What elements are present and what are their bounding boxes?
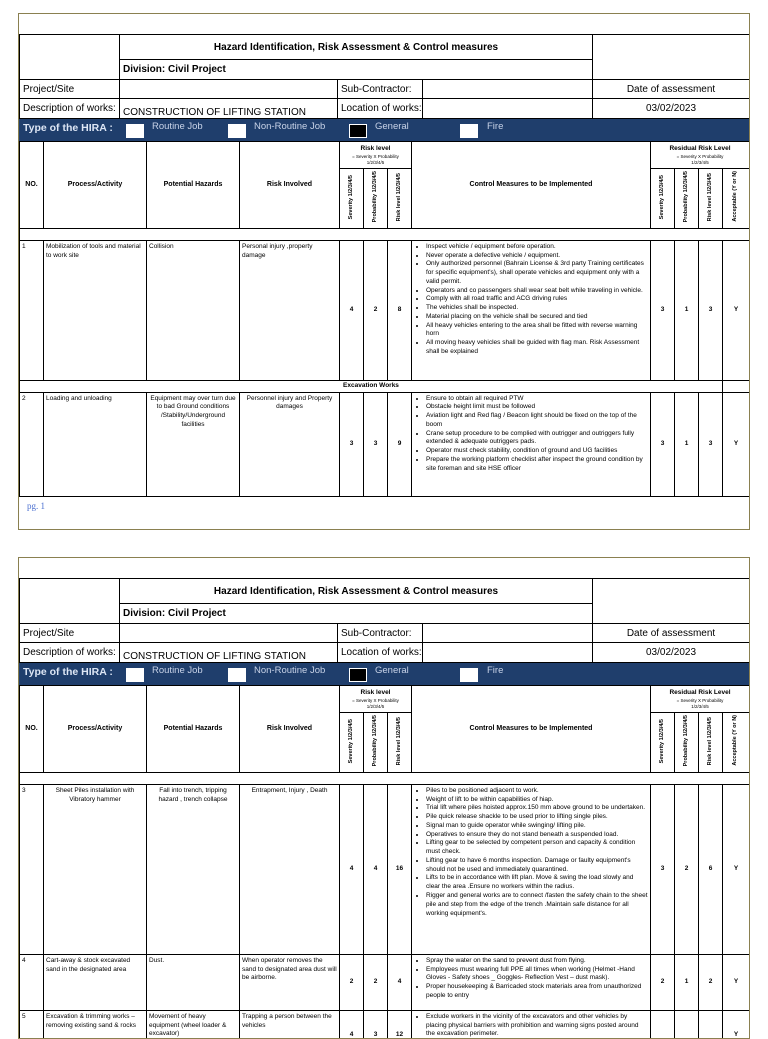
row-res-risk: 2 xyxy=(699,954,723,1010)
division-label: Division: Civil Project xyxy=(120,60,593,80)
control-measure-item: • Exclude workers in the vicinity of the excavators and other vehicles by placing physical barriers with prohibition and warning signs posted around the excavation perimeter. xyxy=(426,1013,648,1039)
col-probability: Probability 1/2/3/4/5 xyxy=(371,715,378,767)
col-residual: Residual Risk Level = Severity X Probability 1/2/3/4/5 xyxy=(651,142,750,169)
col-res-risk-level: Risk level 1/2/3/4/5 xyxy=(706,172,713,221)
row-controls xyxy=(412,1010,651,1039)
control-measure-item: • Proper housekeeping & Barricaded stock materials area from unauthorized people to entry xyxy=(426,983,648,1001)
col-severity: Severity 1/2/3/4/5 xyxy=(347,718,354,763)
row-risk: Personnel injury and Property damages xyxy=(240,392,340,496)
col-process: Process/Activity xyxy=(44,142,147,229)
row-severity: 4 xyxy=(340,1010,364,1039)
row-risk-level: 9 xyxy=(388,392,412,496)
row-no: 1 xyxy=(20,240,44,380)
row-res-probability: 1 xyxy=(675,240,699,380)
routine-job-label: Routine Job xyxy=(152,121,203,132)
col-acceptable: Acceptable (Y or N) xyxy=(732,171,739,222)
row-severity: 2 xyxy=(340,954,364,1010)
risk-table-page-1 xyxy=(19,141,750,497)
col-risk: Risk Involved xyxy=(240,142,340,229)
row-probability: 2 xyxy=(364,954,388,1010)
row-risk-level: 16 xyxy=(388,784,412,954)
row-res-probability xyxy=(675,1010,699,1039)
row-process: Cart-away & stock excavated sand in the designated area xyxy=(44,954,147,1010)
header-table xyxy=(19,578,750,663)
control-measure-item: • Comply with all road traffic and ACG driving rules xyxy=(426,295,648,304)
row-hazards: Movement of heavy equipment (wheel loader & excavator) xyxy=(147,1010,240,1039)
control-measure-item: • All heavy vehicles entering to the area shall be fitted with reverse warning horn xyxy=(426,322,648,340)
project-site-value[interactable] xyxy=(120,80,338,99)
col-res-severity: Severity 1/2/3/4/5 xyxy=(658,718,665,763)
description-label: Description of works: xyxy=(20,643,120,663)
row-hazards: Dust. xyxy=(147,954,240,1010)
row-no: 5 xyxy=(20,1010,44,1039)
hira-type-bar xyxy=(19,119,749,141)
control-measure-item: • Spray the water on the sand to prevent dust from flying. xyxy=(426,957,648,966)
control-measure-item: • Operator must check stability, condition of ground and UG facilities xyxy=(426,447,648,456)
col-hazards: Potential Hazards xyxy=(147,142,240,229)
control-measure-item: • Lifting gear to have 6 months inspection. Damage or faulty equipment's should not be used and immediately quarantined. xyxy=(426,857,648,875)
control-measure-item: • Lifting gear to be selected by competent person and capacity & condition must check. xyxy=(426,839,648,857)
col-control: Control Measures to be Implemented xyxy=(412,142,651,229)
col-res-risk-level: Risk level 1/2/3/4/5 xyxy=(706,716,713,765)
control-measure-item: • Signal man to guide operator while swinging/ lifting pile. xyxy=(426,822,648,831)
hira-type-bar xyxy=(19,663,749,685)
control-measure-item: • Only authorized personnel (Bahrain License & 3rd party Training certificates for specific equipment's), shall operate vehicles and equipment only with a valid permit. xyxy=(426,260,648,286)
row-controls xyxy=(412,954,651,1010)
control-measure-item: • Weight of lift to be within capabilities of hiap. xyxy=(426,796,648,805)
row-risk: Entrapment, Injury , Death xyxy=(240,784,340,954)
table-row xyxy=(20,392,750,496)
row-res-risk: 3 xyxy=(699,392,723,496)
control-measure-item: • Piles to be positioned adjacent to work. xyxy=(426,787,648,796)
row-probability: 3 xyxy=(364,392,388,496)
location-label: Location of works: xyxy=(338,99,423,119)
row-process: Excavation & trimming works – removing existing sand & rocks xyxy=(44,1010,147,1039)
hira-label: Type of the HIRA : xyxy=(23,666,113,678)
row-res-severity: 3 xyxy=(651,240,675,380)
row-res-risk: 3 xyxy=(699,240,723,380)
sub-contractor-label: Sub-Contractor: xyxy=(338,80,423,99)
description-value[interactable]: CONSTRUCTION OF LIFTING STATION xyxy=(120,643,338,663)
table-row xyxy=(20,240,750,380)
col-process: Process/Activity xyxy=(44,686,147,773)
row-risk: Trapping a person between the vehicles xyxy=(240,1010,340,1039)
routine-job-label: Routine Job xyxy=(152,665,203,676)
col-res-severity: Severity 1/2/3/4/5 xyxy=(658,174,665,219)
row-no: 2 xyxy=(20,392,44,496)
col-no: NO. xyxy=(20,686,44,773)
general-label: General xyxy=(375,665,409,676)
row-acceptable: Y xyxy=(723,784,750,954)
row-controls xyxy=(412,392,651,496)
control-measure-item: • Lifts to be in accordance with lift plan. Move & swing the load slowly and clear the area .Ensure no workers within the radius. xyxy=(426,874,648,892)
table-row xyxy=(20,954,750,1010)
row-controls xyxy=(412,784,651,954)
control-measure-item: • Never operate a defective vehicle / equipment. xyxy=(426,252,648,261)
col-risk: Risk Involved xyxy=(240,686,340,773)
control-measure-item: • Prepare the working platform checklist after inspect the ground condition by site foreman and site HSE officer xyxy=(426,456,648,474)
location-value[interactable] xyxy=(423,643,593,663)
control-measure-item: • Aviation light and Red flag / Beacon light should be fixed on the top of the boom xyxy=(426,412,648,430)
col-risk-level-value: Risk level 1/2/3/4/5 xyxy=(395,172,402,221)
row-hazards: Collision xyxy=(147,240,240,380)
col-residual: Residual Risk Level = Severity X Probability 1/2/3/4/5 xyxy=(651,686,750,713)
header-table xyxy=(19,34,750,119)
row-process: Sheet Piles installation with Vibratory hammer xyxy=(44,784,147,954)
row-res-severity: 3 xyxy=(651,784,675,954)
row-risk-level: 12 xyxy=(388,1010,412,1039)
row-no: 3 xyxy=(20,784,44,954)
routine-job-checkbox[interactable] xyxy=(126,124,144,138)
date-value[interactable]: 03/02/2023 xyxy=(593,99,750,119)
row-res-severity: 2 xyxy=(651,954,675,1010)
row-severity: 4 xyxy=(340,784,364,954)
fire-label: Fire xyxy=(487,121,504,132)
row-res-severity xyxy=(651,1010,675,1039)
col-res-probability: Probability 1/2/3/4/5 xyxy=(682,715,689,767)
row-res-severity: 3 xyxy=(651,392,675,496)
sub-contractor-label: Sub-Contractor: xyxy=(338,624,423,643)
non-routine-job-label: Non-Routine Job xyxy=(254,121,326,132)
hira-label: Type of the HIRA : xyxy=(23,122,113,134)
sub-contractor-value[interactable] xyxy=(423,624,593,643)
row-risk: When operator removes the sand to designated area dust will be airborne. xyxy=(240,954,340,1010)
date-value[interactable]: 03/02/2023 xyxy=(593,643,750,663)
row-risk-level: 8 xyxy=(388,240,412,380)
control-measure-item: • Rigger and general works are to connect /fasten the safety chain to the sheet pile and step from the edge of the trench .Maintain safe distance for all working equipment's. xyxy=(426,892,648,918)
control-measure-item: • Pile quick release shackle to be used prior to lifting single piles. xyxy=(426,813,648,822)
row-acceptable: Y xyxy=(723,392,750,496)
col-risk-level: Risk level = Severity X Probability 1/2/3/4/5 xyxy=(340,686,412,713)
risk-table-page-2 xyxy=(19,685,750,1039)
control-measure-item: • Obstacle height limit must be followed xyxy=(426,403,648,412)
document-title: Hazard Identification, Risk Assessment & Control measures xyxy=(120,579,593,604)
date-label: Date of assessment xyxy=(593,80,750,99)
row-res-probability: 2 xyxy=(675,784,699,954)
row-acceptable: Y xyxy=(723,240,750,380)
row-process: Loading and unloading xyxy=(44,392,147,496)
location-value[interactable] xyxy=(423,99,593,119)
table-row xyxy=(20,784,750,954)
row-res-risk xyxy=(699,1010,723,1039)
row-severity: 3 xyxy=(340,392,364,496)
page-2 xyxy=(18,557,750,1039)
row-controls xyxy=(412,240,651,380)
col-control: Control Measures to be Implemented xyxy=(412,686,651,773)
page-number: pg. 1 xyxy=(27,501,45,511)
row-acceptable: Y xyxy=(723,1010,750,1039)
row-acceptable: Y xyxy=(723,954,750,1010)
description-value[interactable]: CONSTRUCTION OF LIFTING STATION xyxy=(120,99,338,119)
control-measure-item: • Inspect vehicle / equipment before operation. xyxy=(426,243,648,252)
non-routine-job-checkbox[interactable] xyxy=(228,124,246,138)
date-label: Date of assessment xyxy=(593,624,750,643)
row-probability: 4 xyxy=(364,784,388,954)
general-checkbox[interactable] xyxy=(349,668,367,682)
col-no: NO. xyxy=(20,142,44,229)
row-res-probability: 1 xyxy=(675,392,699,496)
project-site-value[interactable] xyxy=(120,624,338,643)
non-routine-job-checkbox[interactable] xyxy=(228,668,246,682)
control-measure-item: • Operators and co passengers shall wear seat belt while traveling in vehicle. xyxy=(426,287,648,296)
control-measure-item: • Ensure to obtain all required PTW xyxy=(426,395,648,404)
page-1 xyxy=(18,13,750,530)
row-probability: 2 xyxy=(364,240,388,380)
row-hazards: Equipment may over turn due to bad Ground conditions /Stability/Underground facilities xyxy=(147,392,240,496)
general-label: General xyxy=(375,121,409,132)
table-row xyxy=(20,1010,750,1039)
control-measure-item: • All moving heavy vehicles shall be guided with flag man. Risk Assessment shall be explained xyxy=(426,339,648,357)
col-acceptable: Acceptable (Y or N) xyxy=(732,715,739,766)
control-measure-item: • Operatives to ensure they do not stand beneath a suspended load. xyxy=(426,831,648,840)
row-risk: Personal injury ,property damage xyxy=(240,240,340,380)
col-res-probability: Probability 1/2/3/4/5 xyxy=(682,171,689,223)
control-measure-item: • Material placing on the vehicle shall be secured and tied xyxy=(426,313,648,322)
col-risk-level: Risk level = Severity X Probability 1/2/3/4/5 xyxy=(340,142,412,169)
control-measure-item: • Crane setup procedure to be complied with outrigger and outriggers fully extended & adequate outriggers pads. xyxy=(426,430,648,448)
fire-label: Fire xyxy=(487,665,504,676)
row-probability: 3 xyxy=(364,1010,388,1039)
non-routine-job-label: Non-Routine Job xyxy=(254,665,326,676)
col-risk-level-value: Risk level 1/2/3/4/5 xyxy=(395,716,402,765)
row-no: 4 xyxy=(20,954,44,1010)
sub-contractor-value[interactable] xyxy=(423,80,593,99)
fire-checkbox[interactable] xyxy=(460,124,478,138)
col-probability: Probability 1/2/3/4/5 xyxy=(371,171,378,223)
row-res-risk: 6 xyxy=(699,784,723,954)
general-checkbox[interactable] xyxy=(349,124,367,138)
routine-job-checkbox[interactable] xyxy=(126,668,144,682)
project-site-label: Project/Site xyxy=(20,624,120,643)
control-measure-item: • Trial lift where piles hoisted approx.150 mm above ground to be undertaken. xyxy=(426,804,648,813)
col-hazards: Potential Hazards xyxy=(147,686,240,773)
row-severity: 4 xyxy=(340,240,364,380)
control-measure-item: • Employees must wearing full PPE all times when working (Helmet -Hand Gloves - Safety shoes _ Goggles- Reflection Vest – dust mask). xyxy=(426,966,648,984)
row-hazards: Fall into trench, tripping hazard , trench collapse xyxy=(147,784,240,954)
division-label: Division: Civil Project xyxy=(120,604,593,624)
section-excavation: Excavation Works xyxy=(20,380,723,392)
row-process: Mobilization of tools and material to work site xyxy=(44,240,147,380)
project-site-label: Project/Site xyxy=(20,80,120,99)
location-label: Location of works: xyxy=(338,643,423,663)
row-res-probability: 1 xyxy=(675,954,699,1010)
document-title: Hazard Identification, Risk Assessment & Control measures xyxy=(120,35,593,60)
description-label: Description of works: xyxy=(20,99,120,119)
row-risk-level: 4 xyxy=(388,954,412,1010)
fire-checkbox[interactable] xyxy=(460,668,478,682)
control-measure-item: • The vehicles shall be inspected. xyxy=(426,304,648,313)
col-severity: Severity 1/2/3/4/5 xyxy=(347,174,354,219)
